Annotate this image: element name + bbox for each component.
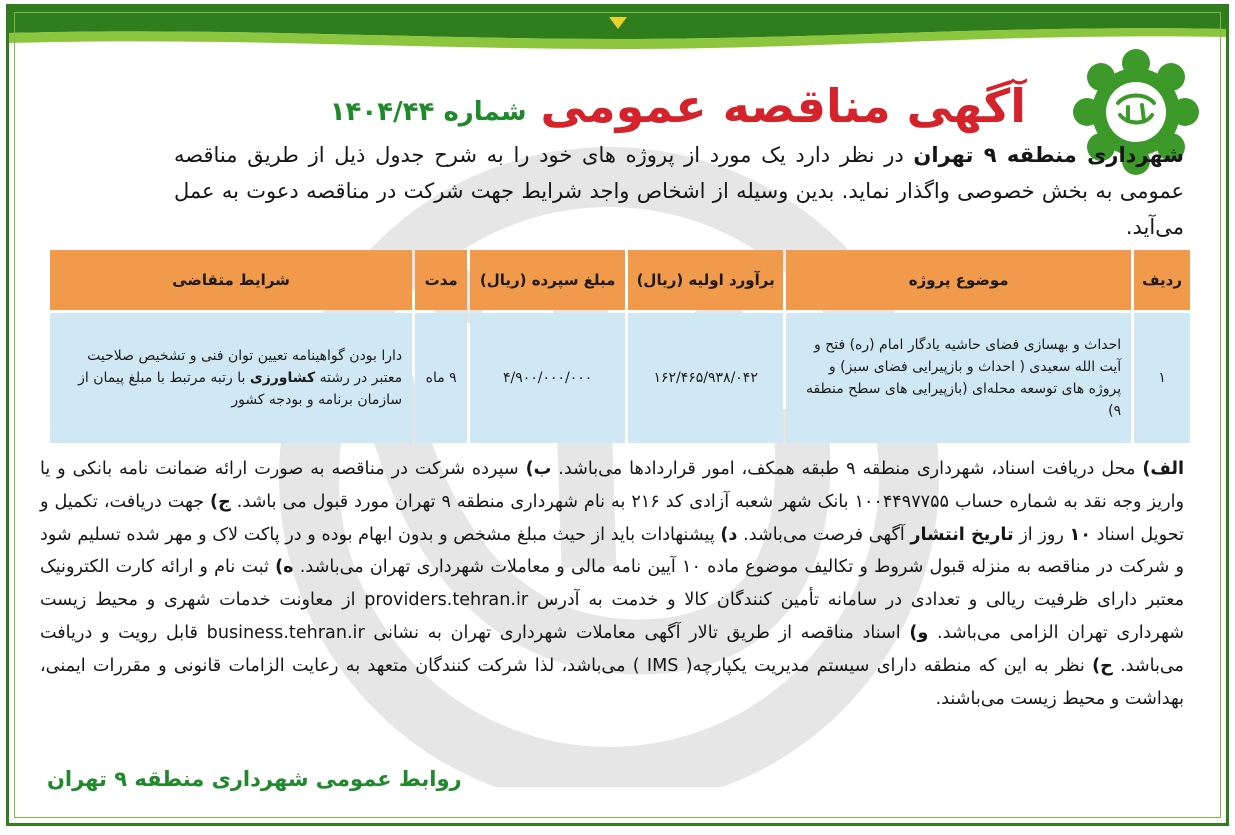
clause-e-text: ثبت نام و ارائه کارت الکترونیک معتبر دارای ظرفیت ریالی و تعدادی در سامانه تأمین کنندگان کالا و خدمت به آدرس bbox=[40, 557, 1184, 611]
header-estimate: برآورد اولیه (ریال) bbox=[628, 250, 783, 310]
public-relations-signature: روابط عمومی شهرداری منطقه ۹ تهران bbox=[47, 767, 462, 791]
providers-link[interactable]: providers.tehran.ir bbox=[364, 590, 529, 611]
projects-table bbox=[47, 247, 1193, 446]
clause-b-label: ب) bbox=[525, 459, 552, 479]
header-duration: مدت bbox=[415, 250, 467, 310]
clause-c-label: ج) bbox=[210, 491, 231, 512]
conditions-text-post: با رتبه مرتبط با مبلغ پیمان از سازمان برنامه و بودجه کشور bbox=[78, 370, 403, 408]
cell-duration: ۹ ماه bbox=[415, 313, 467, 443]
clause-d-label: د) bbox=[720, 524, 738, 545]
cell-conditions bbox=[50, 313, 412, 443]
header-conditions: شرایط متقاضی bbox=[50, 250, 412, 310]
notice-number: شماره ۱۴۰۴/۴۴ bbox=[329, 97, 527, 127]
notice-title: آگهی مناقصه عمومی bbox=[540, 79, 1026, 133]
table-header-row bbox=[50, 250, 1190, 310]
business-link[interactable]: business.tehran.ir bbox=[206, 622, 365, 643]
cell-deposit: ۴/۹۰۰/۰۰۰/۰۰۰ bbox=[470, 313, 625, 443]
table-row bbox=[50, 313, 1190, 443]
clause-a-label: الف) bbox=[1142, 459, 1184, 479]
conditions-text-pre: دارا بودن گواهینامه تعیین توان فنی و تشخیص صلاحیت معتبر در رشته bbox=[87, 348, 403, 386]
clause-c-days: ۱۰ bbox=[1069, 524, 1091, 545]
cell-estimate: ۱۶۲/۴۶۵/۹۳۸/۰۴۲ bbox=[628, 313, 783, 443]
intro-paragraph bbox=[174, 137, 1184, 245]
header-row-number: ردیف bbox=[1134, 250, 1190, 310]
intro-text: در نظر دارد یک مورد از پروژه های خود را به شرح جدول ذیل از طریق مناقصه عمومی به بخش خصوصی واگذار نماید. بدین وسیله از اشخاص واجد شرایط جهت شرکت در مناقصه دعوت به عمل می‌آید. bbox=[174, 143, 1184, 239]
conditions-paragraph bbox=[40, 453, 1184, 715]
title-row bbox=[329, 59, 1026, 133]
notice-frame bbox=[6, 4, 1229, 826]
clause-a-text: محل دریافت اسناد، شهرداری منطقه ۹ طبقه همکف، امور قراردادها می‌باشد. bbox=[551, 459, 1143, 479]
clause-f-text-end: قابل رویت و دریافت می‌باشد. bbox=[40, 622, 1184, 676]
conditions-field: کشاورزی bbox=[249, 370, 316, 386]
cell-subject: احداث و بهسازی فضای حاشیه یادگار امام (ره) فتح و آیت الله سعیدی ( احداث و بازپیرایی فضای سبز) و پروژه های توسعه محله‌ای (بازپیرایی های سطح منطقه ۹) bbox=[786, 313, 1131, 443]
clause-g-label: ح) bbox=[1092, 655, 1113, 676]
header-deposit: مبلغ سپرده (ریال) bbox=[470, 250, 625, 310]
clause-c-text: جهت دریافت، تکمیل و تحویل اسناد bbox=[40, 491, 1184, 545]
clause-e-label: ه) bbox=[275, 557, 294, 578]
clause-b-text: سپرده شرکت در مناقصه به صورت ارائه ضمانت نامه بانکی و یا واریز وجه نقد به شماره حساب ۱۰۰۴۴۹۷۷۵۵ بانک شهر شعبه آزادی کد ۲۱۶ به نام شهرداری منطقه ۹ تهران مورد قبول می باشد. bbox=[40, 459, 1184, 512]
clause-e-text-end: از معاونت خدمات شهری و محیط زیست شهرداری تهران الزامی می‌باشد. bbox=[40, 590, 1184, 643]
clause-f-label: و) bbox=[909, 622, 929, 643]
clause-c-text-end: آگهی فرصت می‌باشد. bbox=[737, 524, 911, 545]
clause-c-text-mid: روز از bbox=[1013, 524, 1070, 545]
header-subject: موضوع پروژه bbox=[786, 250, 1131, 310]
clause-d-text: پیشنهادات باید از حیث مبلغ مشخص و بدون ابهام بوده و در پاکت لاک و مهر شده تسلیم شود و شرکت در مناقصه به منزله قبول شروط و تکالیف موضوع ماده ۱۰ آیین نامه مالی و معاملات شهرداری تهران می‌باشد. bbox=[40, 524, 1184, 578]
clause-c-bold: تاریخ انتشار bbox=[910, 524, 1014, 545]
clause-f-text: اسناد مناقصه از طریق تالار آگهی معاملات شهرداری تهران به نشانی bbox=[364, 622, 910, 643]
clause-g-text: نظر به این که منطقه دارای سیستم مدیریت یکپارچه( IMS ) می‌باشد، لذا شرکت کنندگان متعهد به رعایت الزامات قانونی و مقررات ایمنی، بهداشت و محیط زیست می‌باشند. bbox=[40, 655, 1184, 709]
cell-row-number: ۱ bbox=[1134, 313, 1190, 443]
organization-name: شهرداری منطقه ۹ تهران bbox=[913, 143, 1184, 167]
